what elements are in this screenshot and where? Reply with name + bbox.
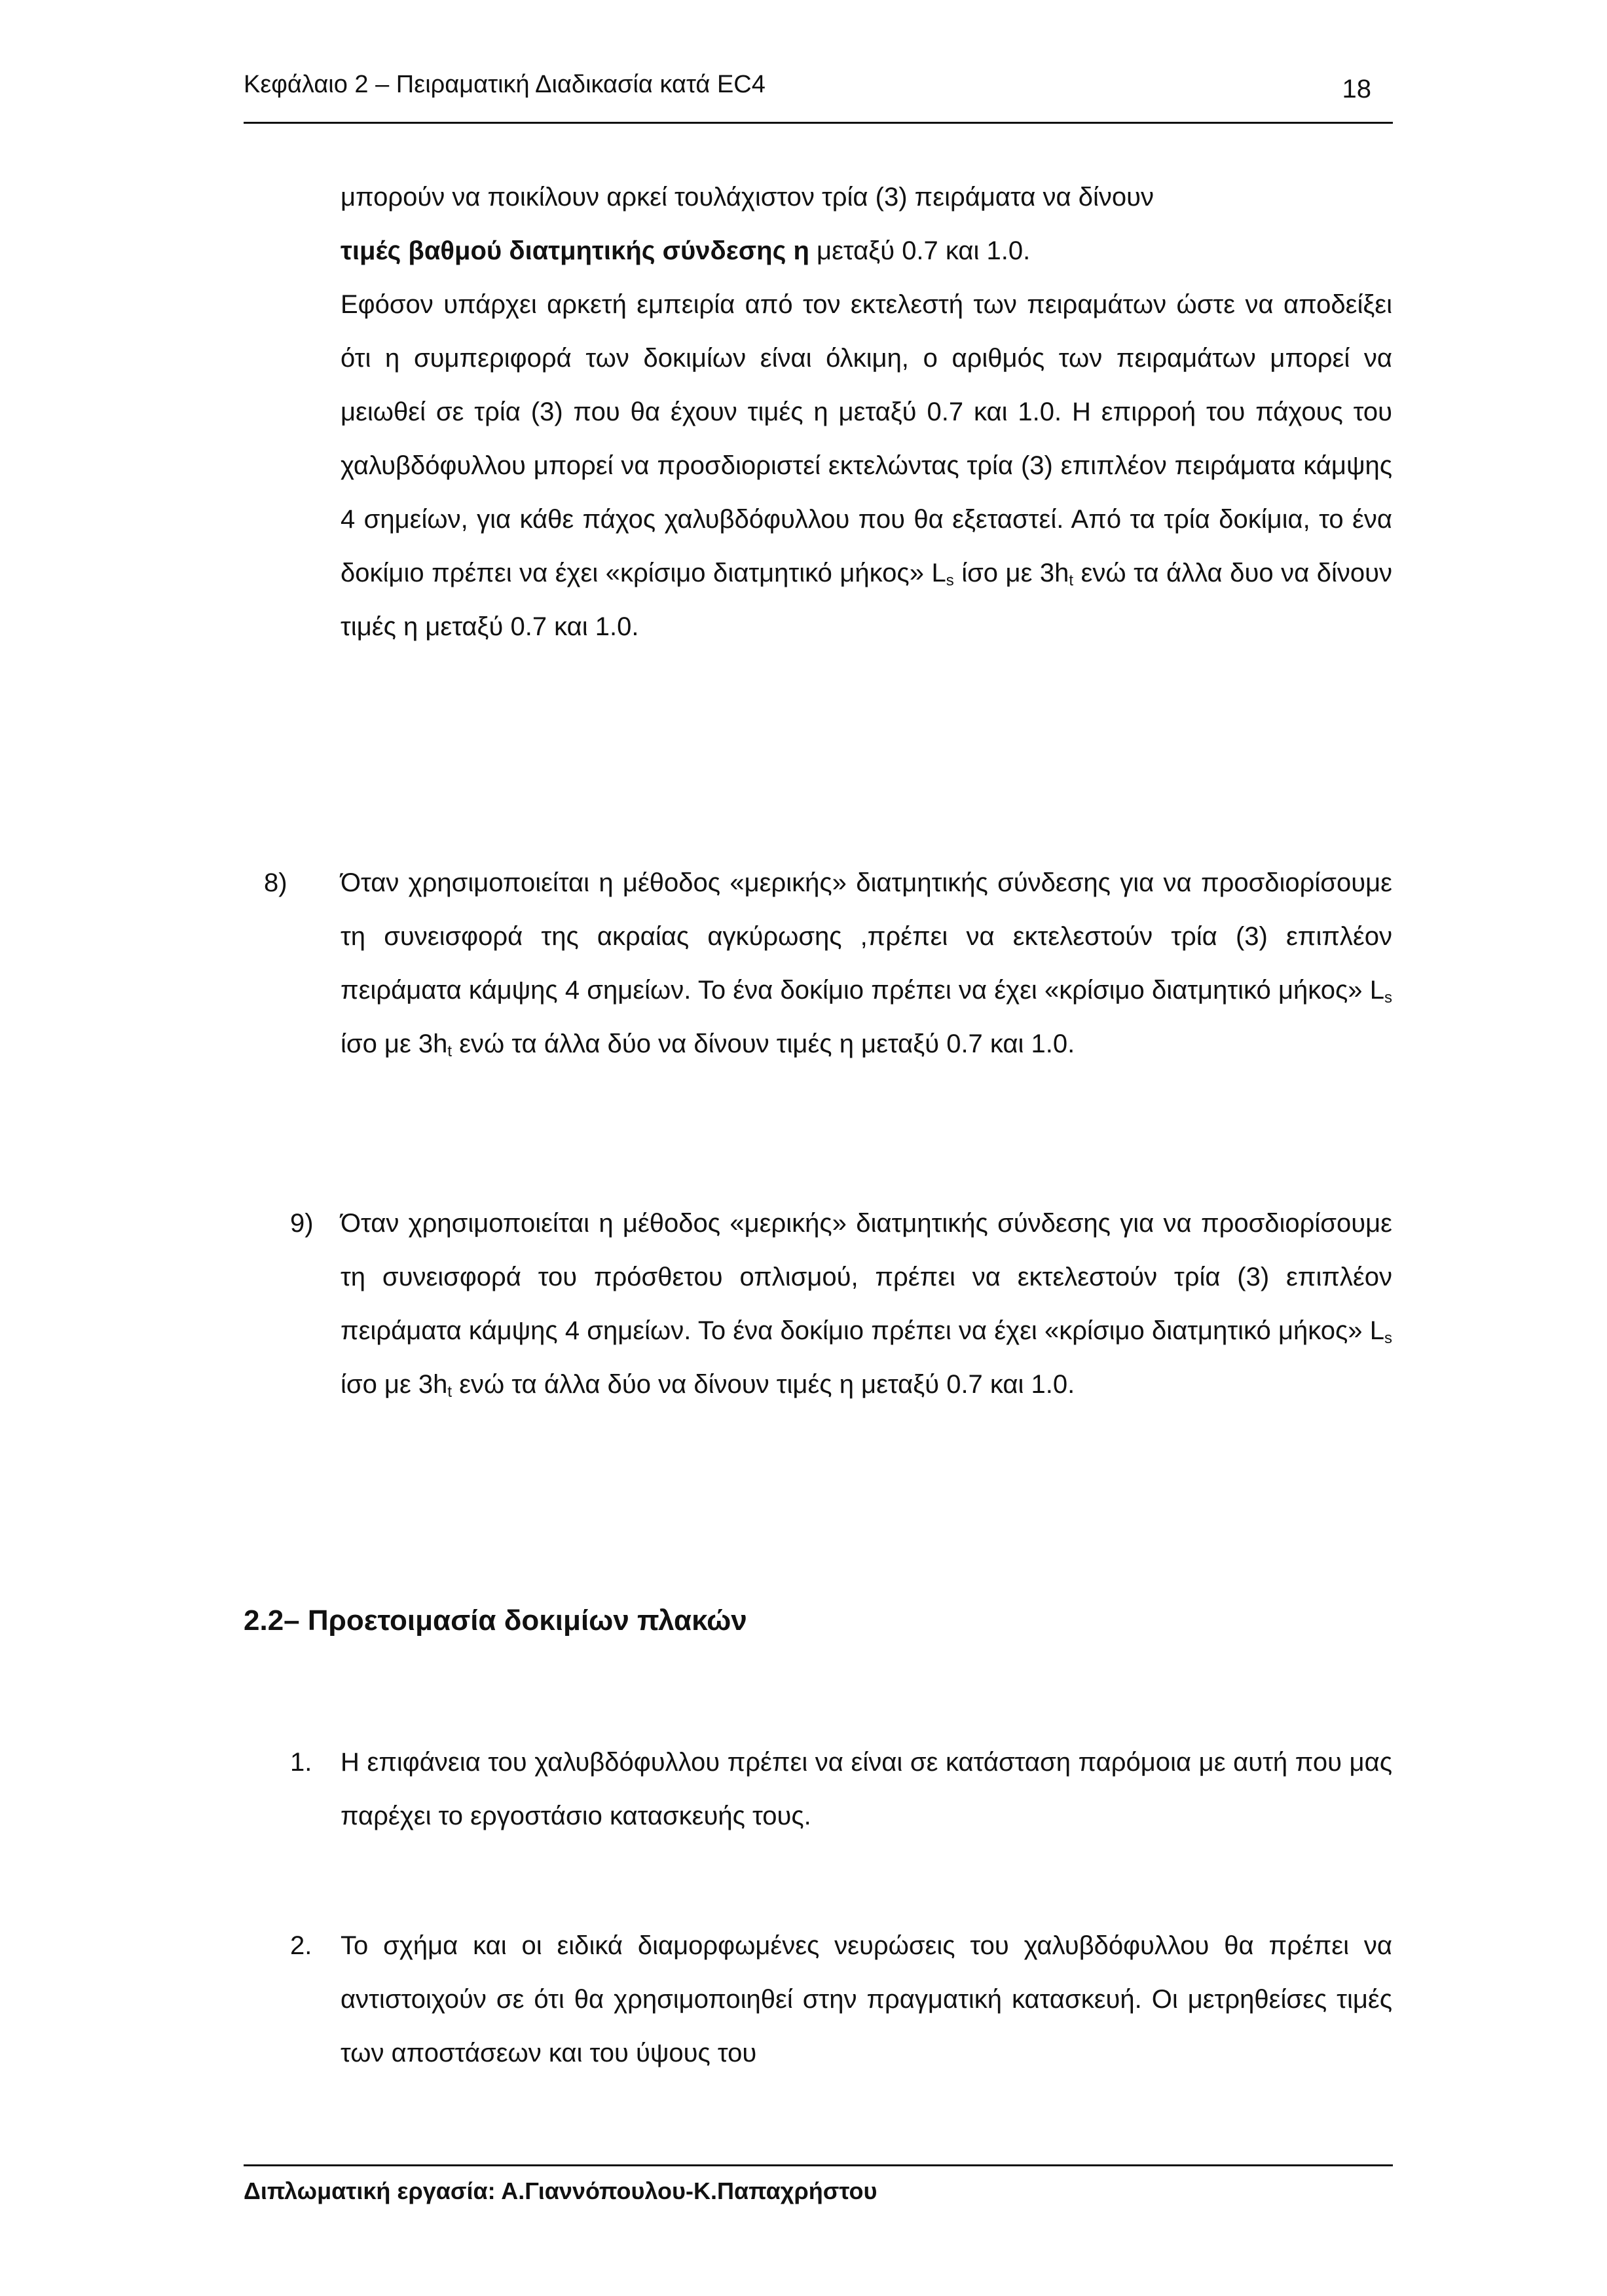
list-item-2-number: 2. [290, 1931, 312, 1960]
page-header [244, 65, 1391, 105]
item-9-text: Όταν χρησιμοποιείται η μέθοδος «μερικής» διατμητικής σύνδεσης για να προσδιορίσουμε τη συνεισφορά του πρόσθετου οπλισμού, πρέπει να εκτελεστούν τρία (3) επιπλέον πειράματα κάμψης 4 σημείων. Το ένα δοκίμιο πρέπει να έχει «κρίσιμο διατμητικό μήκος» $L_s$ ίσο με $3h_t$ ενώ τα άλλα δύο να δίνουν τιμές η μεταξύ 0.7 και 1.0. [341, 1209, 1392, 1401]
intro-paragraph [341, 170, 1392, 654]
intro-body: Εφόσον υπάρχει αρκετή εμπειρία από τον εκτελεστή των πειραμάτων ώστε να αποδείξει ότι η συμπεριφορά των δοκιμίων είναι όλκιμη, ο αριθμός των πειραμάτων μπορεί να μειωθεί σε τρία (3) που θα έχουν τιμές η μεταξύ 0.7 και 1.0. Η επιρροή του πάχους του χαλυβδόφυλλου μπορεί να προσδιοριστεί εκτελώντας τρία (3) επιπλέον πειράματα κάμψης 4 σημείων, για κάθε πάχος χαλυβδόφυλλου που θα εξεταστεί. Από τα τρία δοκίμια, το ένα δοκίμιο πρέπει να έχει «κρίσιμο διατμητικό μήκος» $L_s$ ίσο με $3h_t$ ενώ τα άλλα δυο να δίνουν τιμές η μεταξύ 0.7 και 1.0. [341, 290, 1392, 641]
list-item-1-number: 1. [290, 1748, 312, 1777]
item-9-number: 9) [290, 1209, 314, 1238]
section-heading: 2.2– Προετοιμασία δοκιμίων πλακών [244, 1604, 747, 1637]
footer-credit: Διπλωματική εργασία: Α.Γιαννόπουλου-Κ.Παπαχρήστου [244, 2177, 877, 2204]
item-8-text: Όταν χρησιμοποιείται η μέθοδος «μερικής» διατμητικής σύνδεσης για να προσδιορίσουμε τη συνεισφορά της ακραίας αγκύρωσης ,πρέπει να εκτελεστούν τρία (3) επιπλέον πειράματα κάμψης 4 σημείων. Το ένα δοκίμιο πρέπει να έχει «κρίσιμο διατμητικό μήκος» $L_s$ ίσο με $3h_t$ ενώ τα άλλα δύο να δίνουν τιμές η μεταξύ 0.7 και 1.0. [341, 868, 1392, 1060]
header-divider [244, 122, 1393, 124]
list-item-1-text: Η επιφάνεια του χαλυβδόφυλλου πρέπει να είναι σε κατάσταση παρόμοια με αυτή που μας παρέχει το εργοστάσιο κατασκευής τους. [341, 1748, 1392, 1830]
chapter-title: Κεφάλαιο 2 – Πειραματική Διαδικασία κατά EC4 [244, 71, 766, 98]
footer-divider [244, 2164, 1393, 2166]
intro-first-line: μπορούν να ποικίλουν αρκεί τουλάχιστον τρία (3) πειράματα να δίνουν [341, 183, 1154, 212]
bold-phrase: τιμές βαθμού διατμητικής σύνδεσης η [341, 236, 809, 265]
page-number: 18 [1342, 75, 1371, 103]
list-item-2-text: Το σχήμα και οι ειδικά διαμορφωμένες νευρώσεις του χαλυβδόφυλλου θα πρέπει να αντιστοιχούν σε ότι θα χρησιμοποιηθεί στην πραγματική κατασκευή. Οι μετρηθείσες τιμές των αποστάσεων και του ύψους του [341, 1931, 1392, 2067]
item-8-number: 8) [264, 868, 287, 897]
intro-second-line: τιμές βαθμού διατμητικής σύνδεσης η μεταξύ 0.7 και 1.0. [341, 236, 1031, 265]
